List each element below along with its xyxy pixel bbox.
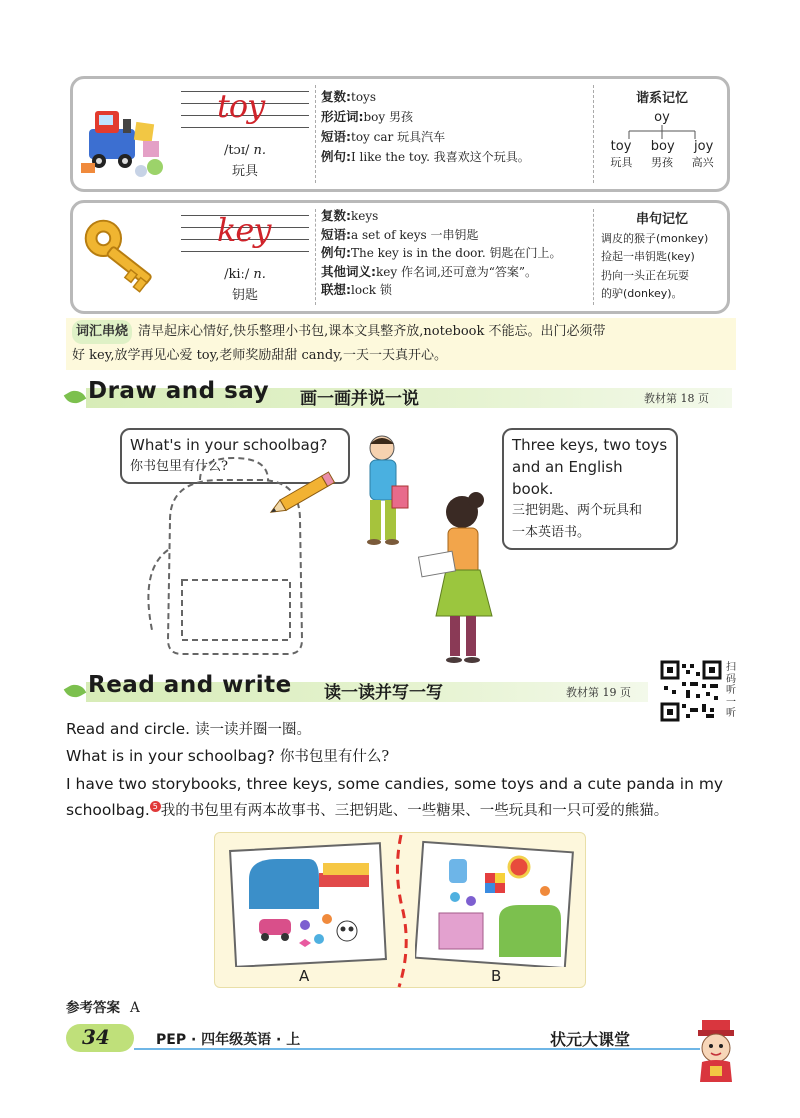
question-line: What is in your schoolbag? 你书包里有什么? xyxy=(66,747,390,765)
speech-bubble-question: What's in your schoolbag? 你书包里有什么? xyxy=(120,428,350,484)
memory-word: boy xyxy=(650,139,675,154)
detail-line: 形近词:boy 男孩 xyxy=(321,109,414,124)
answer-value: A xyxy=(130,1000,140,1016)
reference-answer xyxy=(66,996,140,1016)
section-title-zh: 读一读并写一写 xyxy=(324,683,443,703)
vocab-chain-rhyme xyxy=(66,318,736,370)
part-of-speech: n. xyxy=(253,143,267,158)
memory-line: 捡起一串钥匙(key) xyxy=(601,250,695,263)
qr-code-icon[interactable] xyxy=(660,660,722,722)
section-title-zh: 画一画并说一说 xyxy=(300,389,419,409)
vocab-card-toy xyxy=(70,76,730,192)
rhyme-line: 清早起床心情好,快乐整理小书包,课本文具整齐放,notebook 不能忘。出门必须带 xyxy=(138,324,606,339)
brand-name: 状元大课堂 xyxy=(550,1030,631,1049)
memory-tip xyxy=(601,211,723,304)
detail-line: 复数:toys xyxy=(321,89,376,104)
phonetic: /kiː/ xyxy=(224,267,250,282)
section-title-en: Read and write xyxy=(88,672,292,698)
key-illustration xyxy=(73,203,173,311)
answer-label: 参考答案 xyxy=(66,1000,120,1016)
section-header-draw-say xyxy=(66,378,732,410)
page-footer xyxy=(60,1024,700,1056)
toy-train-illustration xyxy=(73,79,173,189)
passage-text: I have two storybooks, three keys, some candies, some toys and a cute panda in my schoolbag. $^5$ 我的书包里有两本故事书、三把钥匙、一些糖果、一些玩具和一只可爱的熊猫。 xyxy=(66,775,724,819)
dashed-divider xyxy=(391,833,411,989)
memory-root: oy xyxy=(654,110,670,125)
page-number: 34 xyxy=(82,1025,110,1049)
memory-word: toy xyxy=(610,139,632,154)
memory-tree-lines xyxy=(601,125,723,139)
memory-meaning: 高兴 xyxy=(691,156,714,169)
memory-line: 的驴(donkey)。 xyxy=(601,287,683,300)
detail-line: 短语:a set of keys 一串钥匙 xyxy=(321,226,479,242)
girl-illustration xyxy=(419,492,492,663)
note-marker: 5 xyxy=(150,801,161,812)
speech-bubble-answer: Three keys, two toys and an English book. 三把钥匙、两个玩具和 一本英语书。 xyxy=(502,428,678,550)
vocab-word: key xyxy=(217,211,271,249)
memory-line: 扔向一头正在玩耍 xyxy=(601,268,689,282)
section-title-en: Draw and say xyxy=(88,378,270,404)
memory-line: 调皮的猴子(monkey) xyxy=(601,231,709,245)
memory-word: joy xyxy=(694,139,714,154)
vocab-word: toy xyxy=(217,87,265,125)
option-label-a: A xyxy=(299,967,310,985)
vocab-chain-tag: 词汇串烧 xyxy=(72,320,132,344)
picture-choices xyxy=(214,832,586,988)
phonetic-line xyxy=(181,143,309,158)
memory-tip xyxy=(601,87,723,170)
memory-meaning: 玩具 xyxy=(610,156,633,169)
word-writing-area xyxy=(181,209,309,303)
rhyme-line: 好 key,放学再见心爱 toy,老师奖励甜甜 candy,一天一天真开心。 xyxy=(72,348,447,363)
schoolbag-outline xyxy=(148,458,302,654)
detail-line: 例句:I like the toy. 我喜欢这个玩具。 xyxy=(321,149,530,164)
word-details xyxy=(321,87,621,167)
phonetic: /tɔɪ/ xyxy=(223,143,250,158)
part-of-speech: n. xyxy=(253,267,266,282)
section-header-read-write xyxy=(66,672,648,704)
word-writing-area xyxy=(181,85,309,179)
instruction-line: Read and circle. 读一读并圈一圈。 xyxy=(66,720,312,738)
memory-tip-title: 串句记忆 xyxy=(635,212,688,227)
picture-option-a[interactable] xyxy=(229,839,389,967)
detail-line: 其他词义:key 作名词,还可意为“答案”。 xyxy=(321,263,538,279)
detail-line: 复数:keys xyxy=(321,208,379,223)
page-reference: 教材第 18 页 xyxy=(644,392,709,405)
word-details xyxy=(321,207,621,300)
leaf-icon xyxy=(64,386,87,407)
boy-illustration xyxy=(367,436,408,545)
mascot-illustration xyxy=(690,1018,742,1084)
page-reference: 教材第 19 页 xyxy=(566,686,631,699)
book-title: PEP · 四年级英语 · 上 xyxy=(156,1032,301,1048)
picture-option-b[interactable] xyxy=(415,839,575,967)
pencil-icon xyxy=(268,472,335,517)
detail-line: 短语:toy car 玩具汽车 xyxy=(321,129,446,144)
option-label-b: B xyxy=(491,967,502,985)
memory-tip-title: 谐系记忆 xyxy=(635,91,688,106)
leaf-icon xyxy=(64,680,87,701)
detail-line: 例句:The key is in the door. 钥匙在门上。 xyxy=(321,245,562,260)
draw-say-illustration xyxy=(130,430,650,666)
word-meaning: 钥匙 xyxy=(231,288,258,303)
detail-line: 联想:lock 锁 xyxy=(321,282,392,297)
word-meaning: 玩具 xyxy=(231,164,258,179)
phonetic-line xyxy=(181,267,309,282)
memory-meaning: 男孩 xyxy=(650,156,673,169)
qr-code-label: 扫码听一听 xyxy=(726,662,736,719)
vocab-card-key xyxy=(70,200,730,314)
